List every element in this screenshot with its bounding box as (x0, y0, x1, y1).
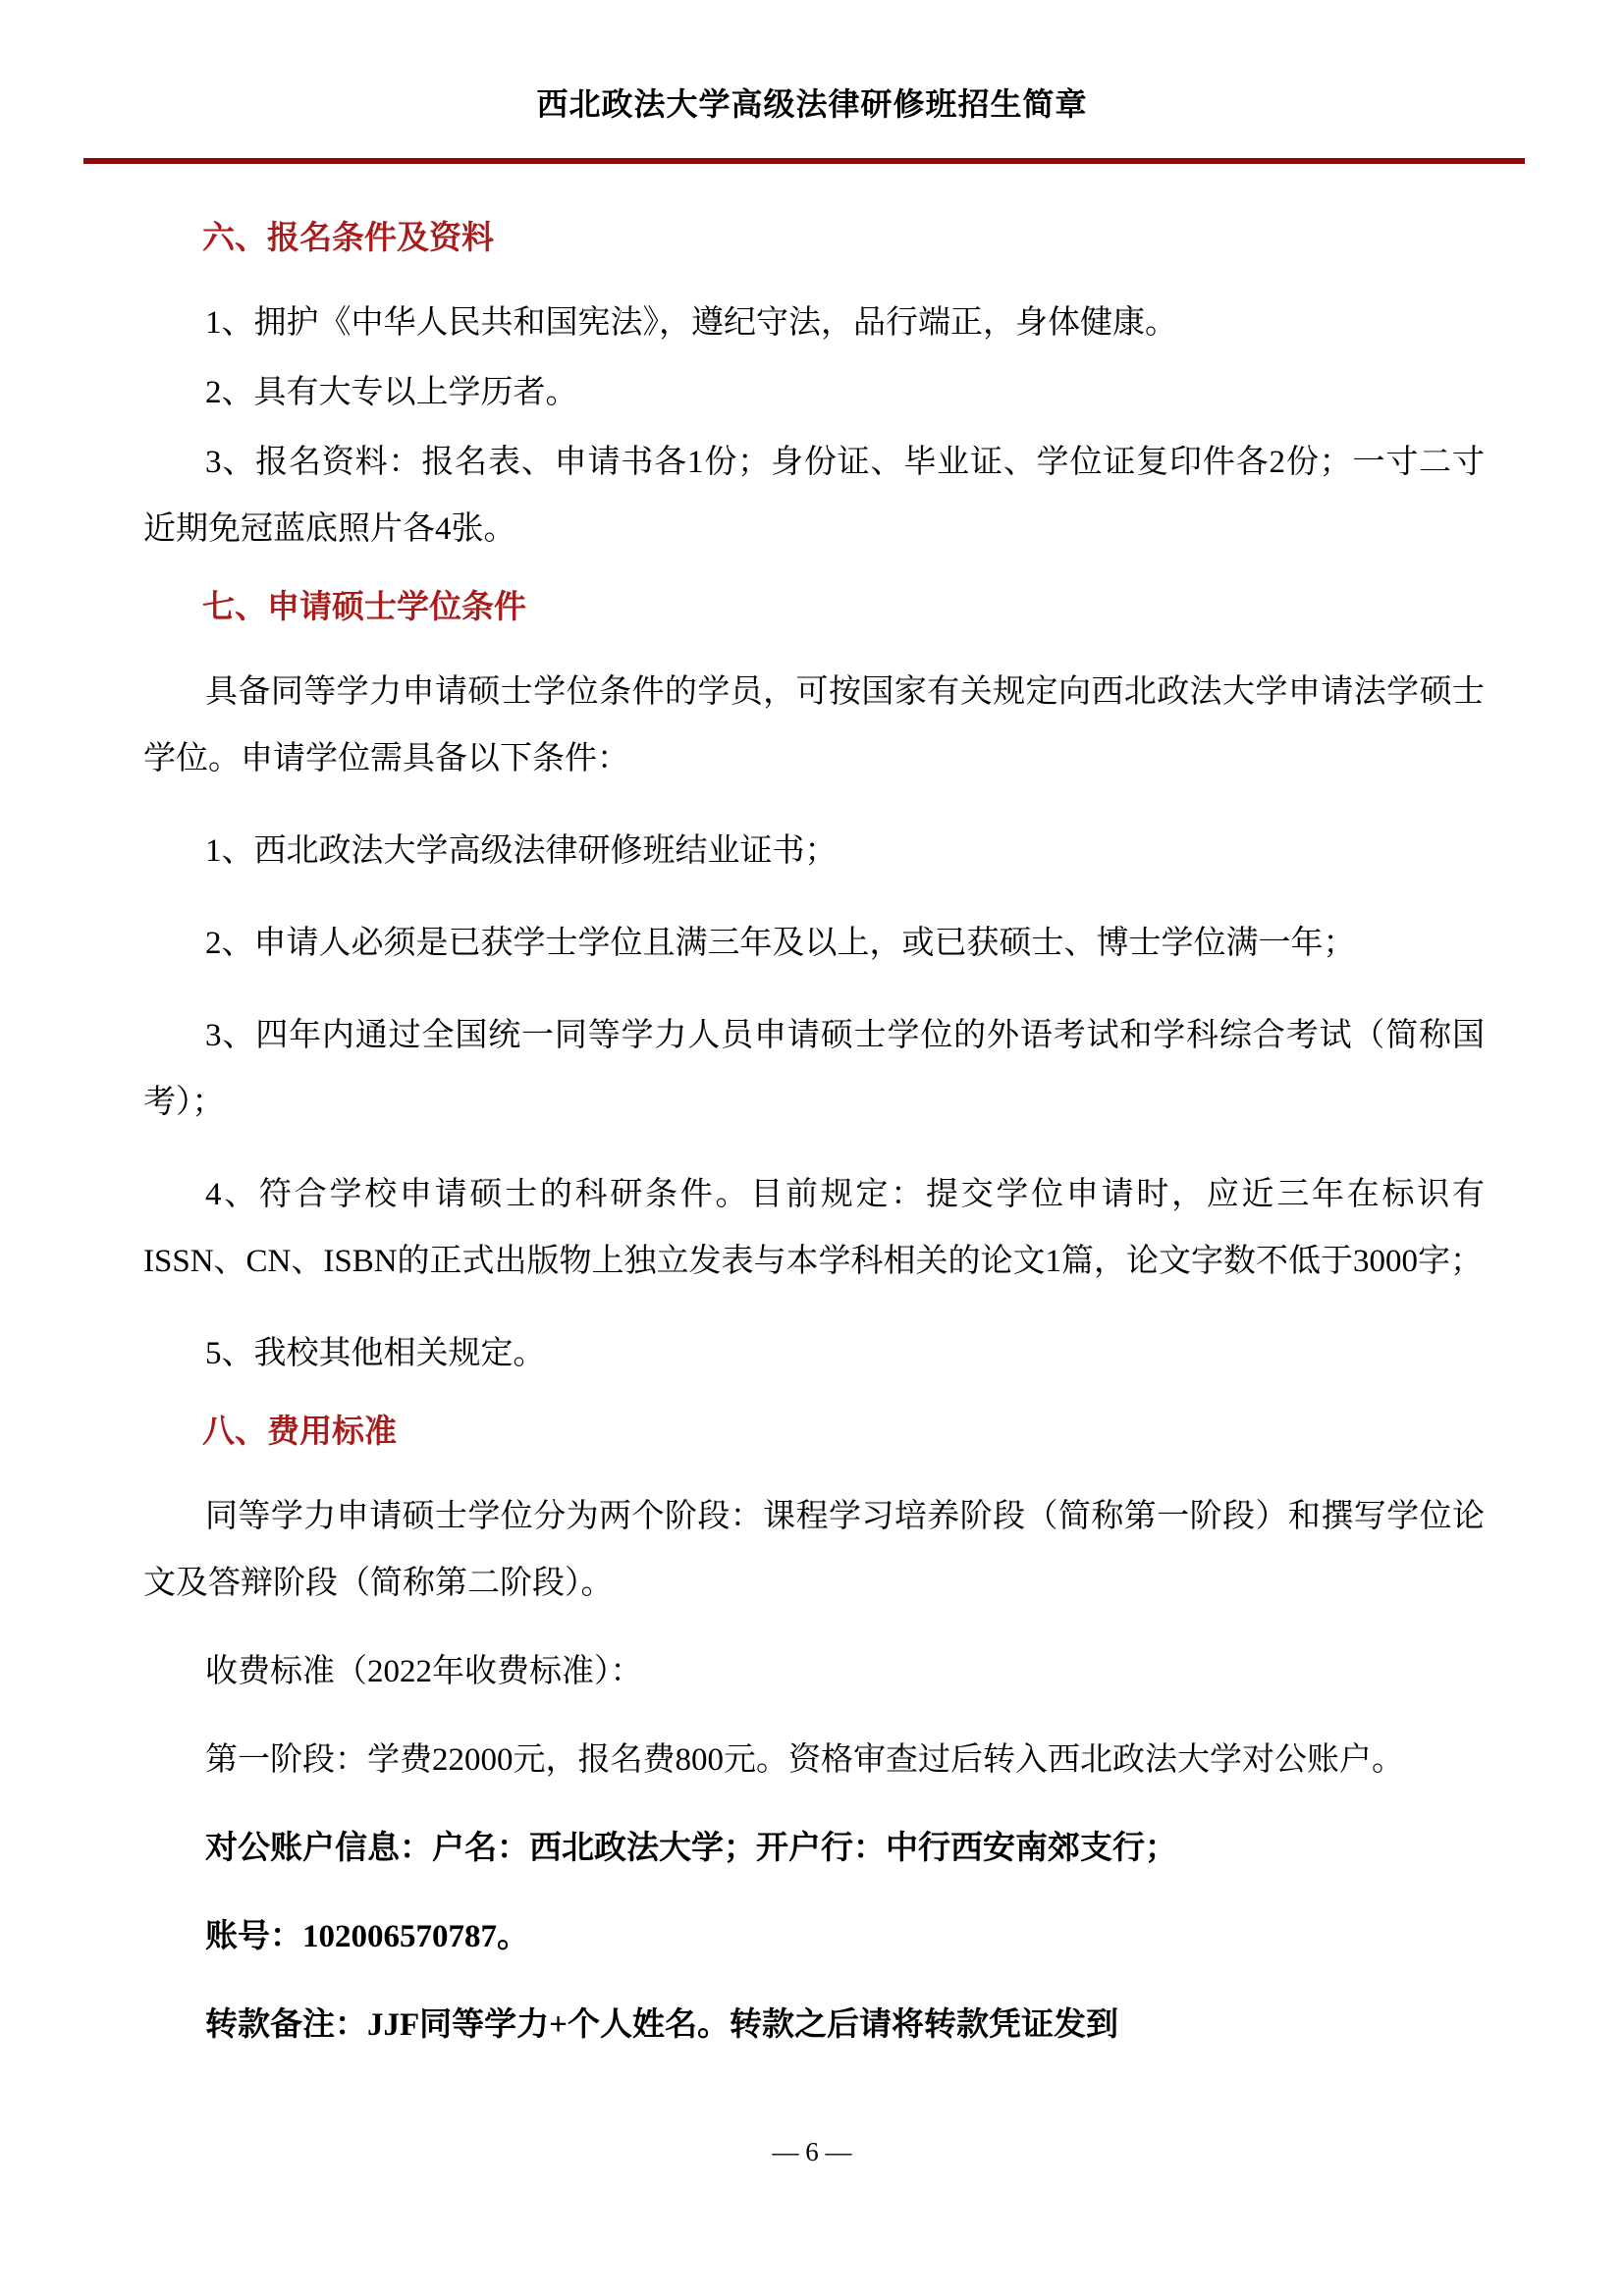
bank-account-number: 账号：102006570787。 (205, 1919, 529, 1954)
section-masters-degree-conditions (143, 586, 1485, 1387)
paragraph: 2、具有大专以上学历者。 (205, 375, 578, 410)
list-item: 5、我校其他相关规定。 (205, 1336, 546, 1371)
header-rule (83, 158, 1525, 164)
document-header (0, 84, 1624, 164)
section-heading: 八、费用标准 (202, 1415, 397, 1450)
page-title: 西北政法大学高级法律研修班招生简章 (536, 86, 1088, 122)
page-number: — 6 — (772, 2137, 852, 2166)
list-item: 3、四年内通过全国统一同等学力人员申请硕士学位的外语考试和学科综合考试（简称国考）； (143, 1018, 1485, 1120)
list-item: 1、西北政法大学高级法律研修班结业证书； (205, 833, 838, 869)
paragraph: 1、拥护《中华人民共和国宪法》，遵纪守法，品行端正，身体健康。 (205, 305, 1177, 341)
paragraph: 同等学力申请硕士学位分为两个阶段：课程学习培养阶段（简称第一阶段）和撰写学位论文及答辩阶段（简称第二阶段）。 (143, 1499, 1485, 1601)
paragraph: 3、报名资料：报名表、申请书各1份；身份证、毕业证、学位证复印件各2份；一寸二寸近期免冠蓝底照片各4张。 (143, 445, 1485, 547)
document-footer (0, 2135, 1624, 2168)
list-item: 4、符合学校申请硕士的科研条件。目前规定：提交学位申请时，应近三年在标识有ISSN、CN、ISBN的正式出版物上独立发表与本学科相关的论文1篇，论文字数不低于3000字； (143, 1177, 1485, 1279)
paragraph: 具备同等学力申请硕士学位条件的学员，可按国家有关规定向西北政法大学申请法学硕士学位。申请学位需具备以下条件： (143, 674, 1485, 776)
bank-account-info: 对公账户信息：户名：西北政法大学；开户行：中行西安南郊支行； (205, 1831, 1177, 1866)
paragraph: 收费标准（2022年收费标准）： (205, 1654, 643, 1689)
transfer-remark: 转款备注：JJF同等学力+个人姓名。转款之后请将转款凭证发到 (205, 2007, 1118, 2043)
paragraph: 第一阶段：学费22000元，报名费800元。资格审查过后转入西北政法大学对公账户。 (205, 1742, 1404, 1778)
document-body (0, 217, 1624, 2058)
section-application-requirements (143, 217, 1485, 562)
section-heading: 六、报名条件及资料 (202, 221, 494, 256)
section-fee-standard (143, 1411, 1485, 2058)
list-item: 2、申请人必须是已获学士学位且满三年及以上，或已获硕士、博士学位满一年； (205, 926, 1356, 961)
section-heading: 七、申请硕士学位条件 (202, 590, 526, 625)
